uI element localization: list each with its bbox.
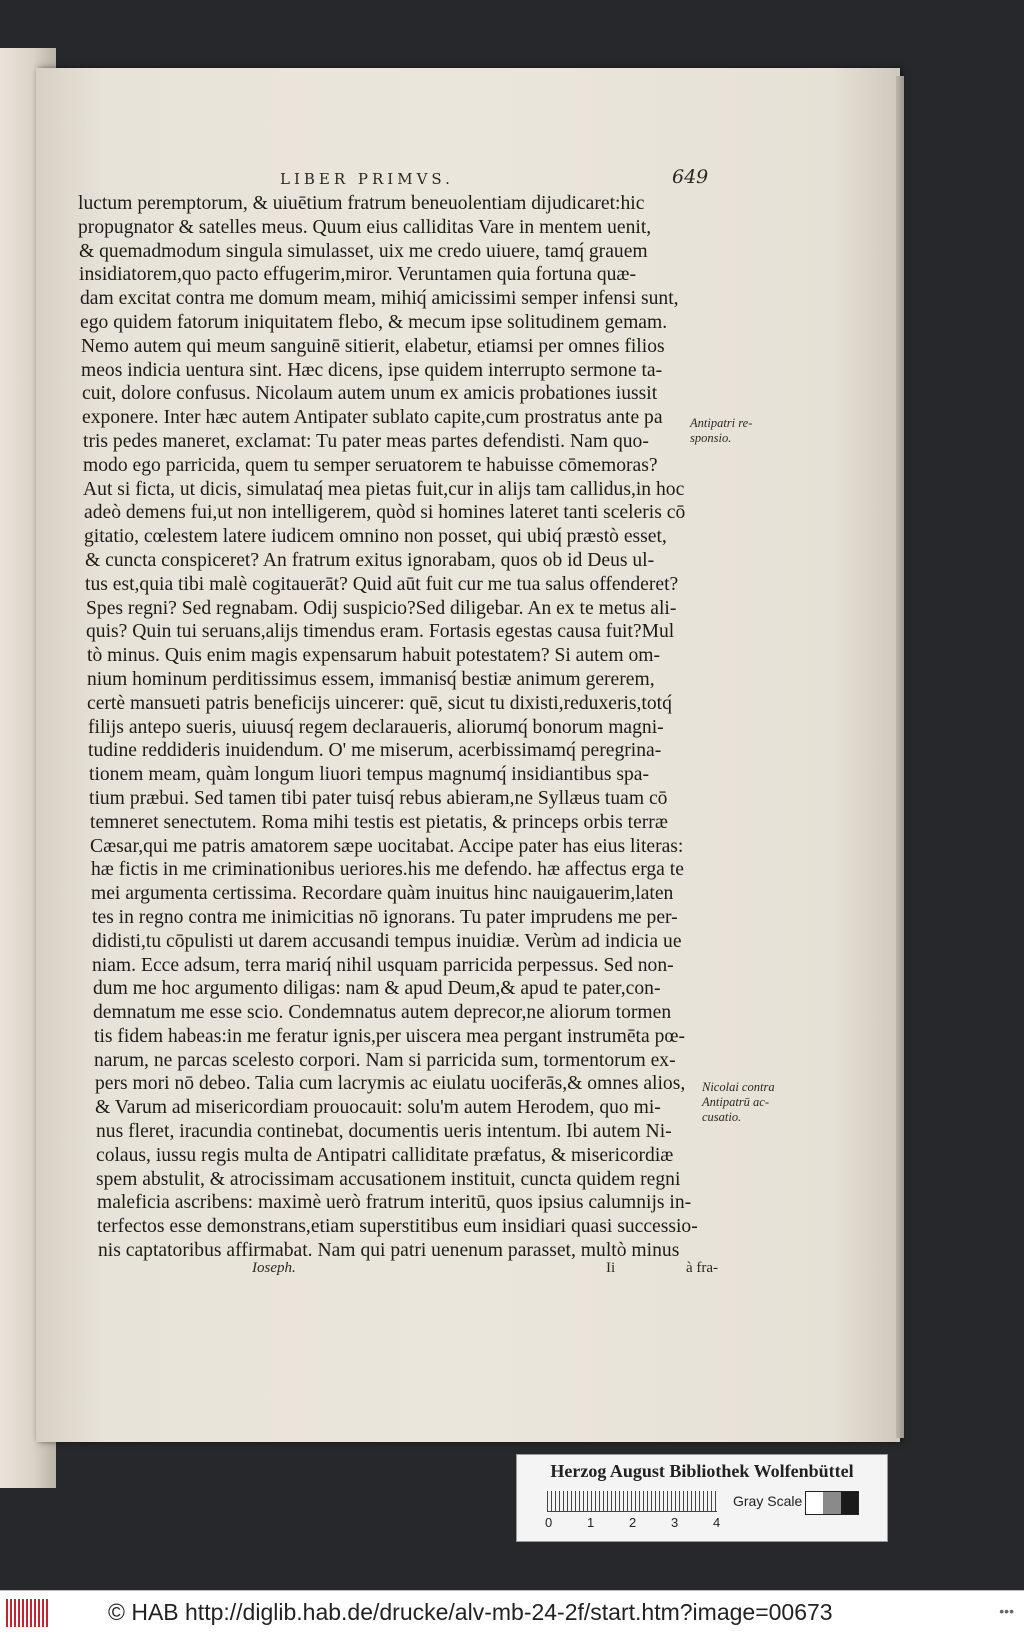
text-line: & cuncta conspiceret? An fratrum exitus ignorabam, quos ob id Deus ul- bbox=[85, 549, 655, 571]
text-line: niam. Ecce adsum, terra mariq́ nihil usquam parricida perpessus. Sed non- bbox=[92, 954, 674, 976]
text-line: pers mori nō debeo. Talia cum lacrymis ac eiulatu uociferās,& omnes alios, bbox=[95, 1073, 686, 1095]
scale-number: 2 bbox=[629, 1515, 637, 1530]
text-line: maleficia ascribens: maximè uerò fratrum interitū, quos ipsius calumnijs in- bbox=[97, 1192, 692, 1214]
scale-number: 0 bbox=[545, 1515, 553, 1530]
text-line: Cæsar,qui me patris amatorem sæpe uocitabat. Accipe pater has eius literas: bbox=[90, 835, 684, 857]
text-line: nis captatoribus affirmabat. Nam qui patri uenenum parasset, multò minus bbox=[98, 1240, 680, 1262]
text-line: meos indicia uentura sint. Hæc dicens, ipse quidem interrupto sermone ta- bbox=[81, 359, 663, 381]
text-line: adeò demens fui,ut non intelligerem, quòd si homines lateret tanti sceleris cō bbox=[84, 502, 686, 524]
scale-ruler bbox=[547, 1491, 717, 1512]
text-line: didisti,tu cōpulisti ut darem accusandi tempus inuidiæ. Verùm ad indicia ue bbox=[92, 930, 682, 952]
text-line: dum me hoc argumento diligas: nam & apud Deum,& apud te pater,con- bbox=[93, 978, 661, 1000]
text-line: colaus, iussu regis multa de Antipatri calliditate præfatus, & misericordiæ bbox=[96, 1144, 674, 1166]
text-line: dam excitat contra me domum meam, mihiq́ amicissimi semper infensi sunt, bbox=[80, 288, 679, 310]
copyright-url[interactable]: © HAB http://diglib.hab.de/drucke/alv-mb-24-2f/start.htm?image=00673 bbox=[108, 1599, 833, 1625]
text-line: Spes regni? Sed regnabam. Odij suspicio?Sed diligebar. An ex te metus ali- bbox=[86, 597, 677, 619]
margin-note-line: cusatio. bbox=[702, 1110, 742, 1124]
margin-note-line: Antipatri re- bbox=[690, 416, 753, 430]
text-line: ego quidem fatorum iniquitatem flebo, & mecum ipse solitudinem gemam. bbox=[80, 311, 668, 333]
catchword-left: Ioseph. bbox=[252, 1260, 296, 1276]
scale-number: 4 bbox=[713, 1515, 721, 1530]
text-line: propugnator & satelles meus. Quum eius calliditas Vare in mentem uenit, bbox=[78, 216, 652, 238]
text-line: exponere. Inter hæc autem Antipater sublato capite,cum prostratus ante pa bbox=[82, 407, 663, 429]
text-line: demnatum me esse scio. Condemnatus autem deprecor,ne aliorum tormen bbox=[93, 1002, 672, 1024]
text-line: certè mansueti patris beneficijs uincerer: quē, sicut tu dixisti,reduxeris,totq́ bbox=[87, 692, 672, 714]
gray-swatch bbox=[841, 1492, 858, 1514]
text-line: luctum peremptorum, & uiuētium fratrum beneuolentiam dijudicaret:hic bbox=[78, 193, 645, 214]
hab-logo-icon bbox=[6, 1599, 48, 1627]
text-line: filijs antepo sueris, uiuusq́ regem declaraueris, aliorumq́ bonorum magni- bbox=[88, 716, 664, 738]
text-line: tus est,quia tibi malè cogitauerāt? Quid aūt fuit cur me tua salus offenderet? bbox=[85, 573, 679, 595]
gray-swatch bbox=[823, 1492, 840, 1514]
page-fore-edge bbox=[896, 76, 904, 1438]
text-line: narum, ne parcas scelesto corpori. Nam si parricida sum, tormentorum ex- bbox=[94, 1049, 676, 1071]
color-scale-card bbox=[516, 1454, 888, 1542]
viewer-footer bbox=[0, 1590, 1024, 1635]
text-line: & quemadmodum singula simulasset, uix me credo uiuere, tamq́ grauem bbox=[79, 240, 648, 262]
text-line: gitatio, cœlestem latere iudicem omnino non posset, qui ubiq́ præstò esset, bbox=[84, 526, 667, 548]
hab-library-title: Herzog August Bibliothek Wolfenbüttel bbox=[550, 1461, 854, 1481]
running-head: LIBER PRIMVS. bbox=[280, 170, 454, 188]
scale-number: 3 bbox=[671, 1515, 679, 1530]
body-text bbox=[78, 192, 718, 1263]
margin-note-line: Nicolai contra bbox=[702, 1080, 775, 1094]
text-line: modo ego parricida, quem tu semper seruatorem te habuisse cōmemoras? bbox=[83, 454, 658, 476]
scale-number: 1 bbox=[587, 1515, 595, 1530]
text-line: Nemo autem qui meum sanguinē sitierit, elabetur, etiamsi per omnes filios bbox=[81, 335, 665, 357]
margin-note-antipatri bbox=[690, 416, 752, 446]
text-line: hæ fictis in me criminationibus ueriores.his me defendo. hæ affectus erga te bbox=[91, 859, 684, 881]
text-line: nus fleret, iracundia continebat, documentis ueris intentum. Ibi autem Ni- bbox=[96, 1121, 672, 1143]
text-line: tudine reddideris inuidendum. O' me miserum, acerbissimamq́ peregrina- bbox=[88, 740, 662, 762]
text-line: terfectos esse demonstrans,etiam superstitibus eum insidiari quasi successio- bbox=[97, 1216, 698, 1238]
folio-number: 649 bbox=[672, 166, 709, 188]
text-line: Aut si ficta, ut dicis, simulataq́ mea pietas fuit,cur in alijs tam callidus,in hoc bbox=[83, 478, 685, 500]
margin-note-line: sponsio. bbox=[690, 431, 732, 445]
scale-numbers bbox=[545, 1515, 755, 1530]
text-line: cuit, dolore confusus. Nicolaum autem unum ex amicis probationes iussit bbox=[82, 383, 658, 405]
text-line: nium hominum perditissimus essem, immanisq́ bestiæ animum gererem, bbox=[87, 668, 655, 690]
text-line: tis fidem habeas:in me feratur ignis,per uiscera mea pergant instrumēta pœ- bbox=[94, 1025, 686, 1047]
text-line: spem abstulit, & atrocissimam accusationem instituit, cuncta quidem regni bbox=[96, 1168, 681, 1190]
text-line: tes in regno contra me inimicitias nō ignorans. Tu pater imprudens me per- bbox=[92, 906, 678, 928]
signature-mark: Ii bbox=[606, 1260, 616, 1276]
margin-note-nicolai bbox=[702, 1080, 775, 1125]
text-line: temneret senectutem. Roma mihi testis est pietatis, & princeps orbis terræ bbox=[90, 811, 668, 833]
text-line: tionem meam, quàm longum liuori tempus magnumq́ insidiantibus spa- bbox=[89, 764, 649, 786]
text-line: & Varum ad misericordiam prouocauit: solu'm autem Herodem, quo mi- bbox=[95, 1097, 661, 1119]
gray-scale-label: Gray Scale bbox=[733, 1493, 803, 1509]
text-line: mei argumenta certissima. Recordare quàm inuitus hinc nauigauerim,laten bbox=[91, 883, 674, 905]
catchword-right: à fra- bbox=[686, 1260, 719, 1276]
gray-scale-swatches bbox=[805, 1491, 859, 1515]
text-line: tò minus. Quis enim magis expensarum habuit potestatem? Si autem om- bbox=[87, 645, 661, 667]
text-line: insidiatorem,quo pacto effugerim,miror. Veruntamen quia fortuna quæ- bbox=[79, 264, 637, 286]
more-options-icon[interactable]: ••• bbox=[999, 1603, 1014, 1619]
text-line: quis? Quin tui seruans,alijs timendus eram. Fortasis egestas causa fuit?Mul bbox=[86, 621, 675, 643]
margin-note-line: Antipatrū ac- bbox=[702, 1095, 770, 1109]
text-line: tris pedes maneret, exclamat: Tu pater meas partes defendisti. Nam quo- bbox=[83, 430, 649, 452]
text-line: tium præbui. Sed tamen tibi pater tuisq́ rebus abieram,ne Syllæus tuam cō bbox=[89, 787, 668, 809]
gray-swatch bbox=[806, 1492, 823, 1514]
